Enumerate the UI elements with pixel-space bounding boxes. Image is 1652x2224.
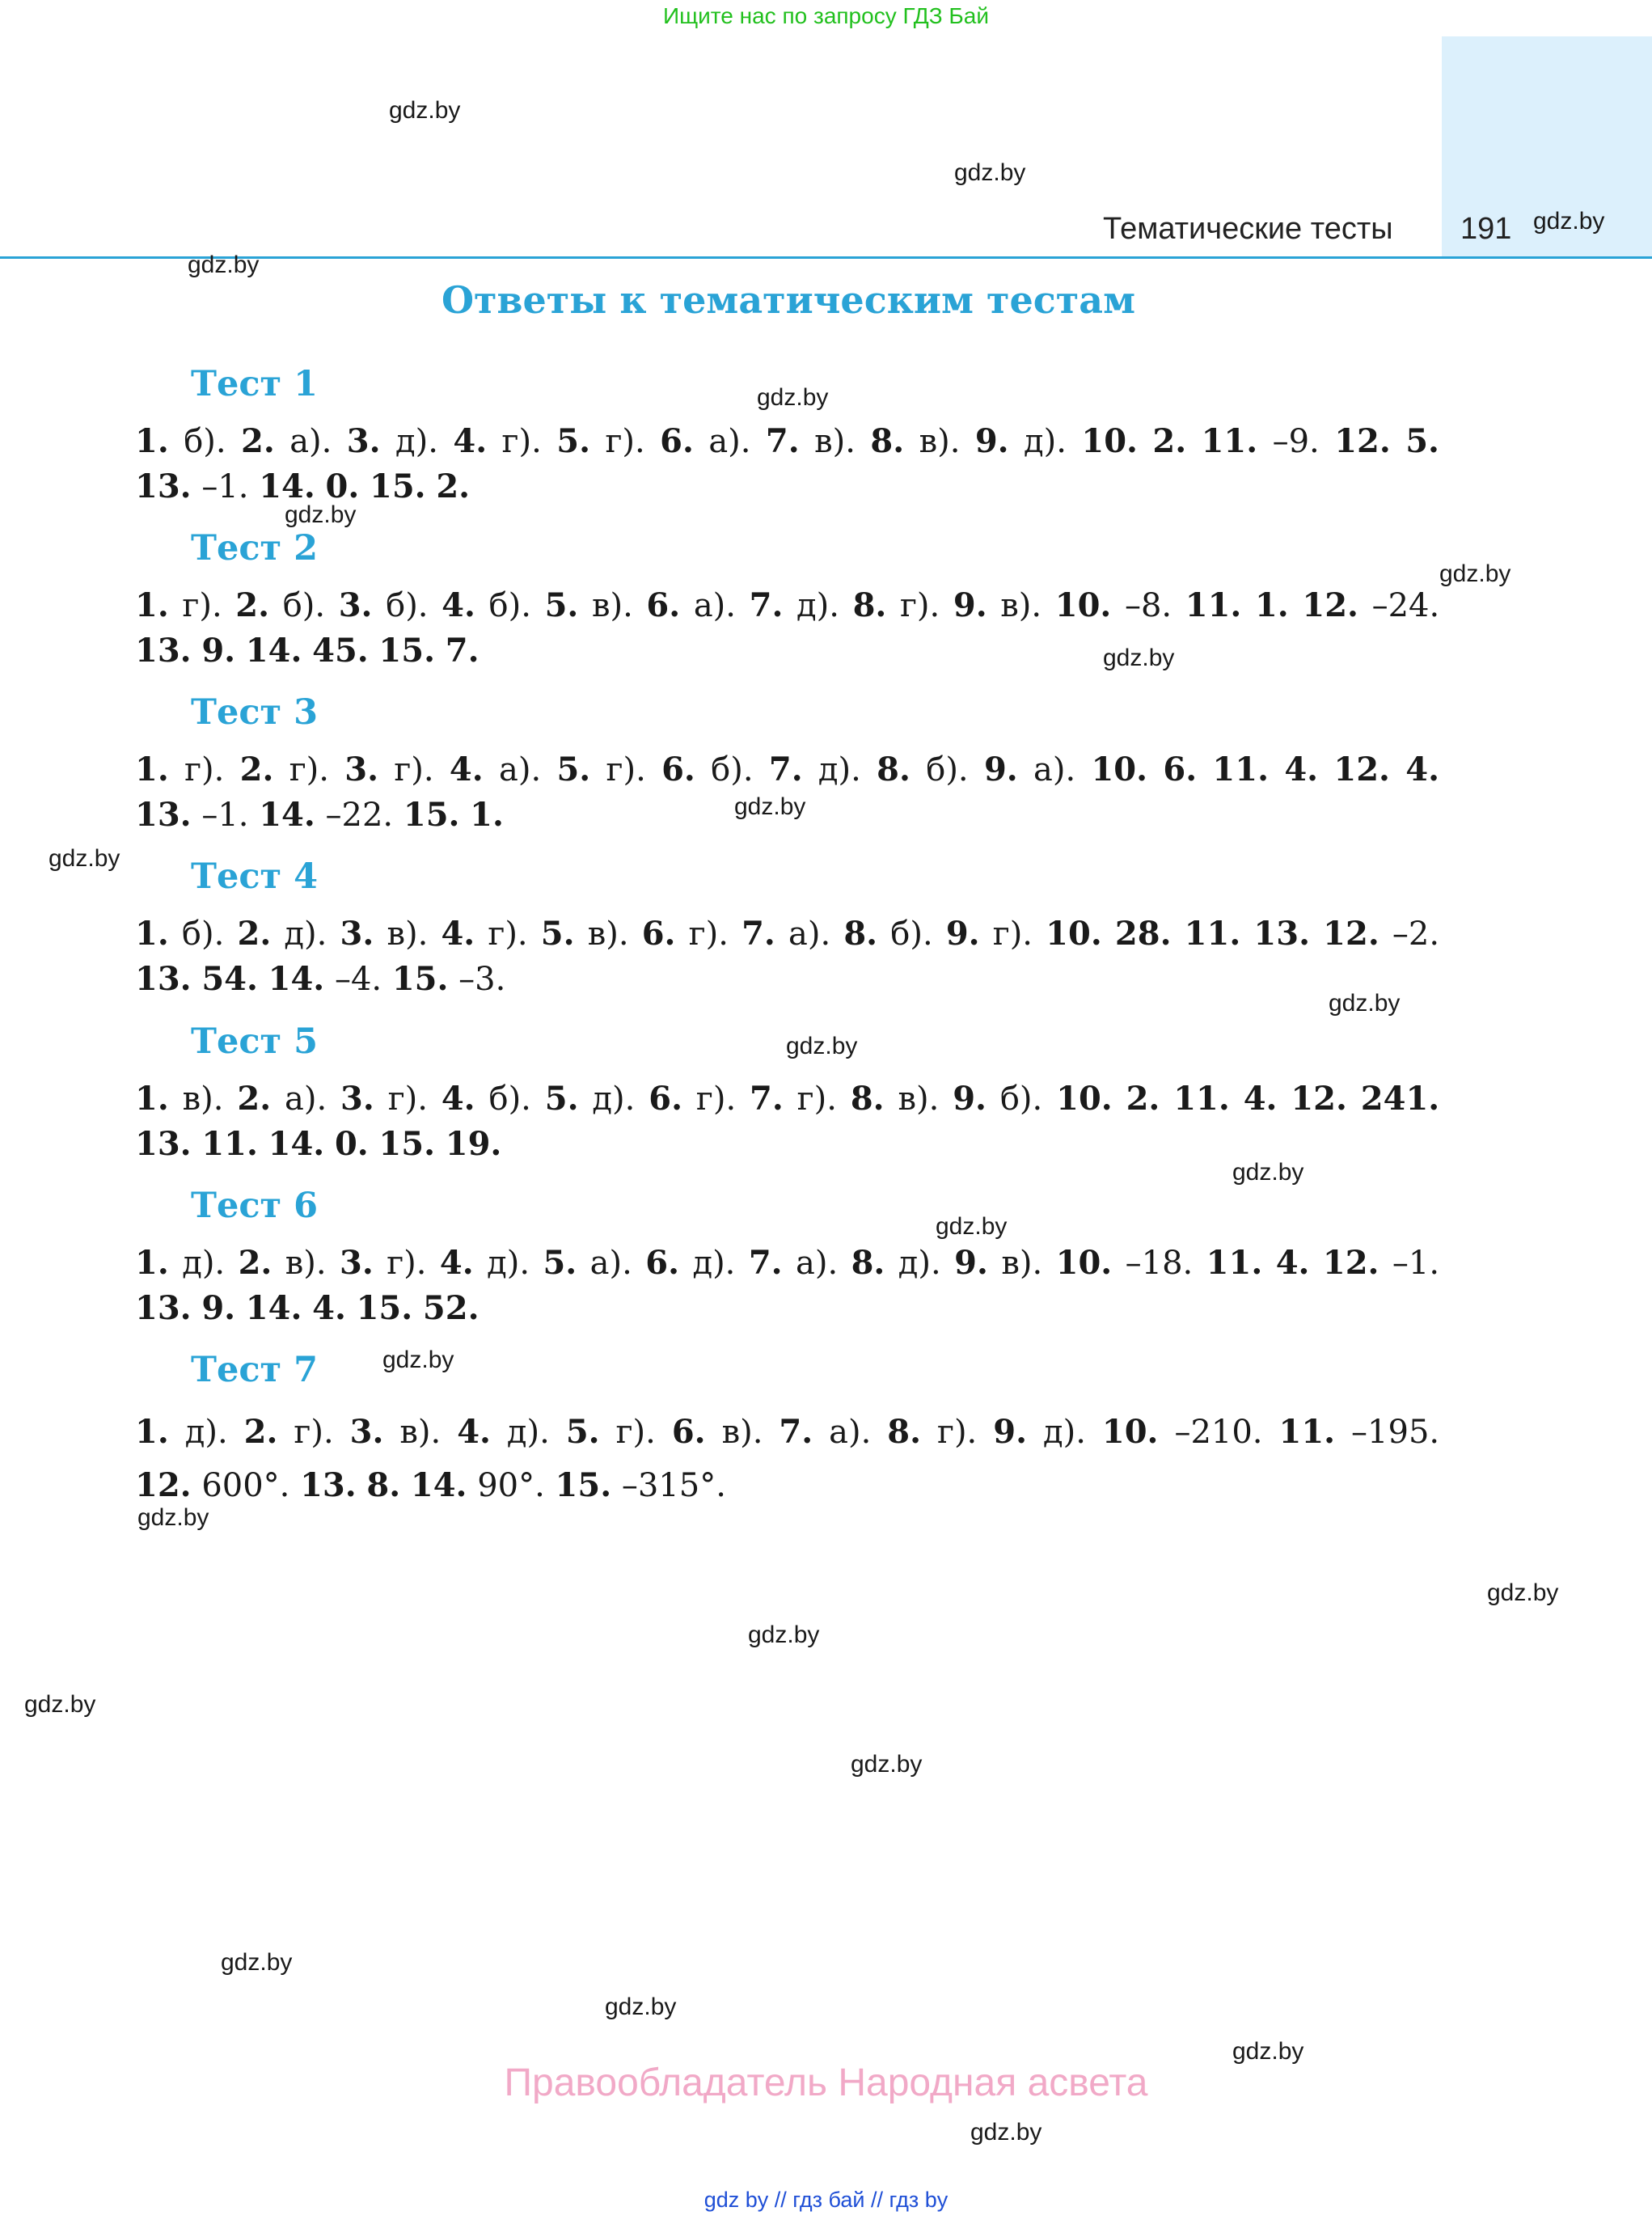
watermark: gdz.by	[1533, 208, 1605, 235]
test-title-4: Тест 4	[191, 856, 319, 897]
test-title-7: Тест 7	[191, 1350, 319, 1390]
item-number: 14.	[259, 796, 315, 834]
test-answers-2	[135, 583, 1439, 674]
item-number: 5.	[540, 915, 575, 953]
item-number: 1.	[135, 1080, 169, 1118]
item-number: 8.	[851, 1244, 885, 1282]
item-number: 6.	[645, 1244, 680, 1282]
item-number: 1.	[135, 1413, 169, 1451]
item-number: 9.	[201, 1289, 236, 1327]
item-number: 10.	[1056, 1080, 1113, 1118]
item-number: 4.	[449, 750, 484, 789]
item-number: 4.	[1243, 1080, 1278, 1118]
item-number: 10.	[1081, 422, 1138, 460]
item-number: 4.	[312, 1289, 346, 1327]
item-number: 14.	[268, 1125, 325, 1163]
item-number: 13.	[135, 632, 192, 670]
item-number: 8.	[887, 1413, 922, 1451]
running-head: Тематические тесты	[1103, 212, 1393, 246]
item-number: 15.	[370, 467, 426, 505]
item-number: 15.	[356, 1289, 413, 1327]
item-number: 9.	[974, 422, 1009, 460]
item-number: 8.	[852, 586, 887, 624]
watermark: gdz.by	[1103, 645, 1175, 671]
watermark: gdz.by	[221, 1949, 293, 1976]
item-number: 4.	[457, 1413, 491, 1451]
item-number: 0.	[334, 1125, 369, 1163]
item-number: 6.	[671, 1413, 706, 1451]
item-number: 7.	[765, 422, 800, 460]
item-number: 3.	[349, 1413, 384, 1451]
item-number: 6.	[646, 586, 681, 624]
test-title-2: Тест 2	[191, 528, 319, 569]
item-number: 2.	[237, 915, 272, 953]
item-number: 11.	[1212, 750, 1270, 789]
watermark: gdz.by	[1232, 2038, 1304, 2065]
item-number: 7.	[445, 632, 480, 670]
item-number: 12.	[135, 1466, 192, 1504]
item-number: 4.	[453, 422, 488, 460]
item-number: 9.	[953, 1080, 987, 1118]
item-number: 2.	[1152, 422, 1187, 460]
item-number: 11.	[201, 1125, 258, 1163]
answers-line: 1. д). 2. г). 3. в). 4. д). 5. г). 6. в). 7. а). 8. г). 9. д). 10. –210. 11. –195.	[135, 1413, 1440, 1451]
watermark: gdz.by	[188, 252, 260, 278]
item-number: 3.	[340, 915, 374, 953]
item-number: 4.	[439, 1244, 474, 1282]
answers-line: 13. –1. 14. –22. 15. 1.	[135, 796, 504, 834]
page-number: 191	[1460, 212, 1512, 246]
item-number: 5.	[565, 1413, 600, 1451]
item-number: 3.	[346, 422, 381, 460]
watermark: gdz.by	[605, 1994, 677, 2020]
item-number: 3.	[344, 750, 379, 789]
copyright-notice: Правообладатель Народная асвета	[504, 2061, 1148, 2104]
item-number: 4.	[441, 915, 475, 953]
item-number: 15.	[391, 960, 449, 998]
test-answers-3	[135, 747, 1439, 838]
item-number: 1.	[135, 1244, 169, 1282]
watermark: gdz.by	[1232, 1159, 1304, 1186]
watermark: gdz.by	[382, 1347, 454, 1373]
item-number: 13.	[1253, 915, 1311, 953]
watermark: gdz.by	[786, 1033, 858, 1059]
item-number: 2.	[237, 1080, 272, 1118]
watermark: gdz.by	[734, 793, 806, 820]
item-number: 9.	[983, 750, 1018, 789]
item-number: 13.	[135, 796, 192, 834]
page-title: Ответы к тематическим тестам	[441, 278, 1136, 322]
answers-line: 1. б). 2. д). 3. в). 4. г). 5. в). 6. г). 7. а). 8. б). 9. г). 10. 28. 11. 13. 12. –2.	[135, 915, 1440, 953]
item-number: 3.	[338, 586, 373, 624]
item-number: 1.	[135, 750, 169, 789]
watermark: gdz.by	[24, 1691, 96, 1718]
item-number: 8.	[366, 1466, 401, 1504]
item-number: 1.	[1254, 586, 1289, 624]
answers-line: 13. 54. 14. –4. 15. –3.	[135, 960, 506, 998]
watermark: gdz.by	[954, 159, 1026, 186]
item-number: 241.	[1360, 1080, 1440, 1118]
item-number: 14.	[245, 632, 302, 670]
item-number: 7.	[750, 1080, 784, 1118]
item-number: 11.	[1278, 1413, 1336, 1451]
item-number: 2.	[239, 750, 274, 789]
item-number: 28.	[1114, 915, 1172, 953]
item-number: 9.	[954, 1244, 988, 1282]
answers-line	[135, 628, 1439, 674]
item-number: 12.	[1323, 915, 1379, 953]
item-number: 6.	[661, 750, 695, 789]
item-number: 14.	[410, 1466, 467, 1504]
item-number: 4.	[1275, 1244, 1310, 1282]
top-search-banner: Ищите нас по запросу ГДЗ Бай	[662, 3, 990, 28]
watermark: gdz.by	[1487, 1579, 1559, 1606]
item-number: 3.	[340, 1244, 374, 1282]
item-number: 12.	[1322, 1244, 1379, 1282]
answers-line: 1. д). 2. в). 3. г). 4. д). 5. а). 6. д). 7. а). 8. д). 9. в). 10. –18. 11. 4. 12. –1.	[135, 1244, 1440, 1282]
test-title-1: Тест 1	[191, 364, 319, 404]
item-number: 10.	[1054, 586, 1112, 624]
item-number: 2.	[235, 586, 270, 624]
test-answers-1	[135, 419, 1439, 509]
item-number: 15.	[403, 796, 460, 834]
test-title-5: Тест 5	[191, 1021, 319, 1062]
item-number: 1.	[135, 422, 169, 460]
test-title-3: Тест 3	[191, 692, 319, 733]
item-number: 13.	[135, 467, 192, 505]
item-number: 7.	[779, 1413, 813, 1451]
watermark: gdz.by	[748, 1621, 820, 1648]
item-number: 1.	[135, 586, 169, 624]
item-number: 6.	[641, 915, 676, 953]
item-number: 45.	[312, 632, 369, 670]
item-number: 8.	[870, 422, 905, 460]
item-number: 5.	[1405, 422, 1439, 460]
answers-line: 1. б). 2. а). 3. д). 4. г). 5. г). 6. а). 7. в). 8. в). 9. д). 10. 2. 11. –9. 12. 5.	[135, 422, 1439, 460]
watermark: gdz.by	[936, 1213, 1008, 1240]
item-number: 9.	[953, 586, 987, 624]
item-number: 4.	[1405, 750, 1440, 789]
item-number: 2.	[436, 467, 471, 505]
item-number: 15.	[378, 632, 436, 670]
item-number: 1.	[470, 796, 504, 834]
item-number: 8.	[850, 1080, 885, 1118]
item-number: 13.	[300, 1466, 357, 1504]
item-number: 9.	[993, 1413, 1027, 1451]
item-number: 19.	[445, 1125, 502, 1163]
answers-line: 1. г). 2. г). 3. г). 4. а). 5. г). 6. б). 7. д). 8. б). 9. а). 10. 6. 11. 4. 12. 4.	[135, 750, 1440, 789]
answers-line: 1. в). 2. а). 3. г). 4. б). 5. д). 6. г). 7. г). 8. в). 9. б). 10. 2. 11. 4. 12. 241.	[135, 1080, 1440, 1118]
item-number: 4.	[442, 586, 475, 624]
answers-line: 13. –1. 14. 0. 15. 2.	[135, 467, 471, 505]
item-number: 11.	[1184, 915, 1241, 953]
item-number: 4.	[441, 1080, 475, 1118]
item-number: 5.	[543, 1244, 577, 1282]
item-number: 10.	[1091, 750, 1148, 789]
item-number: 6.	[649, 1080, 682, 1118]
item-number: 14.	[245, 1289, 302, 1327]
item-number: 11.	[1185, 586, 1242, 624]
item-number: 9.	[201, 632, 236, 670]
item-number: 7.	[748, 1244, 783, 1282]
item-number: 5.	[556, 750, 591, 789]
item-number: 6.	[1163, 750, 1198, 789]
watermark: gdz.by	[757, 384, 829, 411]
watermark: gdz.by	[137, 1504, 209, 1531]
answers-line	[135, 1286, 1439, 1331]
item-number: 8.	[877, 750, 911, 789]
item-number: 7.	[749, 586, 784, 624]
item-number: 7.	[768, 750, 803, 789]
item-number: 5.	[544, 586, 579, 624]
item-number: 10.	[1046, 915, 1102, 953]
item-number: 1.	[135, 915, 169, 953]
item-number: 54.	[201, 960, 258, 998]
item-number: 4.	[1284, 750, 1319, 789]
watermark: gdz.by	[1329, 990, 1401, 1017]
item-number: 13.	[135, 1125, 192, 1163]
item-number: 52.	[422, 1289, 480, 1327]
watermark: gdz.by	[1439, 560, 1511, 587]
item-number: 11.	[1201, 422, 1258, 460]
item-number: 14.	[268, 960, 325, 998]
item-number: 11.	[1206, 1244, 1263, 1282]
test-answers-5	[135, 1076, 1439, 1167]
item-number: 14.	[259, 467, 315, 505]
item-number: 15.	[555, 1466, 612, 1504]
test-answers-4	[135, 911, 1439, 1002]
answers-line: 1. г). 2. б). 3. б). 4. б). 5. в). 6. а). 7. д). 8. г). 9. в). 10. –8. 11. 1. 12. –24.	[135, 586, 1440, 624]
test-answers-7	[135, 1406, 1439, 1512]
item-number: 8.	[843, 915, 878, 953]
test-title-6: Тест 6	[191, 1186, 319, 1226]
item-number: 13.	[135, 960, 192, 998]
item-number: 10.	[1055, 1244, 1113, 1282]
watermark: gdz.by	[285, 501, 357, 528]
item-number: 5.	[544, 1080, 579, 1118]
item-number: 2.	[1126, 1080, 1160, 1118]
item-number: 5.	[556, 422, 591, 460]
item-number: 0.	[325, 467, 360, 505]
item-number: 2.	[241, 422, 275, 460]
watermark: gdz.by	[49, 845, 120, 872]
item-number: 12.	[1302, 586, 1358, 624]
item-number: 7.	[741, 915, 775, 953]
item-number: 15.	[378, 1125, 436, 1163]
item-number: 12.	[1334, 422, 1391, 460]
item-number: 9.	[945, 915, 980, 953]
item-number: 13.	[135, 1289, 192, 1327]
item-number: 12.	[1333, 750, 1390, 789]
item-number: 10.	[1101, 1413, 1159, 1451]
item-number: 2.	[238, 1244, 273, 1282]
item-number: 6.	[660, 422, 694, 460]
item-number: 2.	[243, 1413, 278, 1451]
item-number: 12.	[1291, 1080, 1347, 1118]
item-number: 3.	[340, 1080, 374, 1118]
answers-line: 12. 600°. 13. 8. 14. 90°. 15. –315°.	[135, 1466, 726, 1504]
watermark: gdz.by	[851, 1751, 923, 1778]
item-number: 11.	[1173, 1080, 1230, 1118]
test-answers-6	[135, 1241, 1439, 1331]
watermark: gdz.by	[389, 97, 461, 124]
watermark: gdz.by	[970, 2119, 1042, 2146]
footer-links[interactable]: gdz by // гдз бай // гдз by	[703, 2188, 949, 2212]
